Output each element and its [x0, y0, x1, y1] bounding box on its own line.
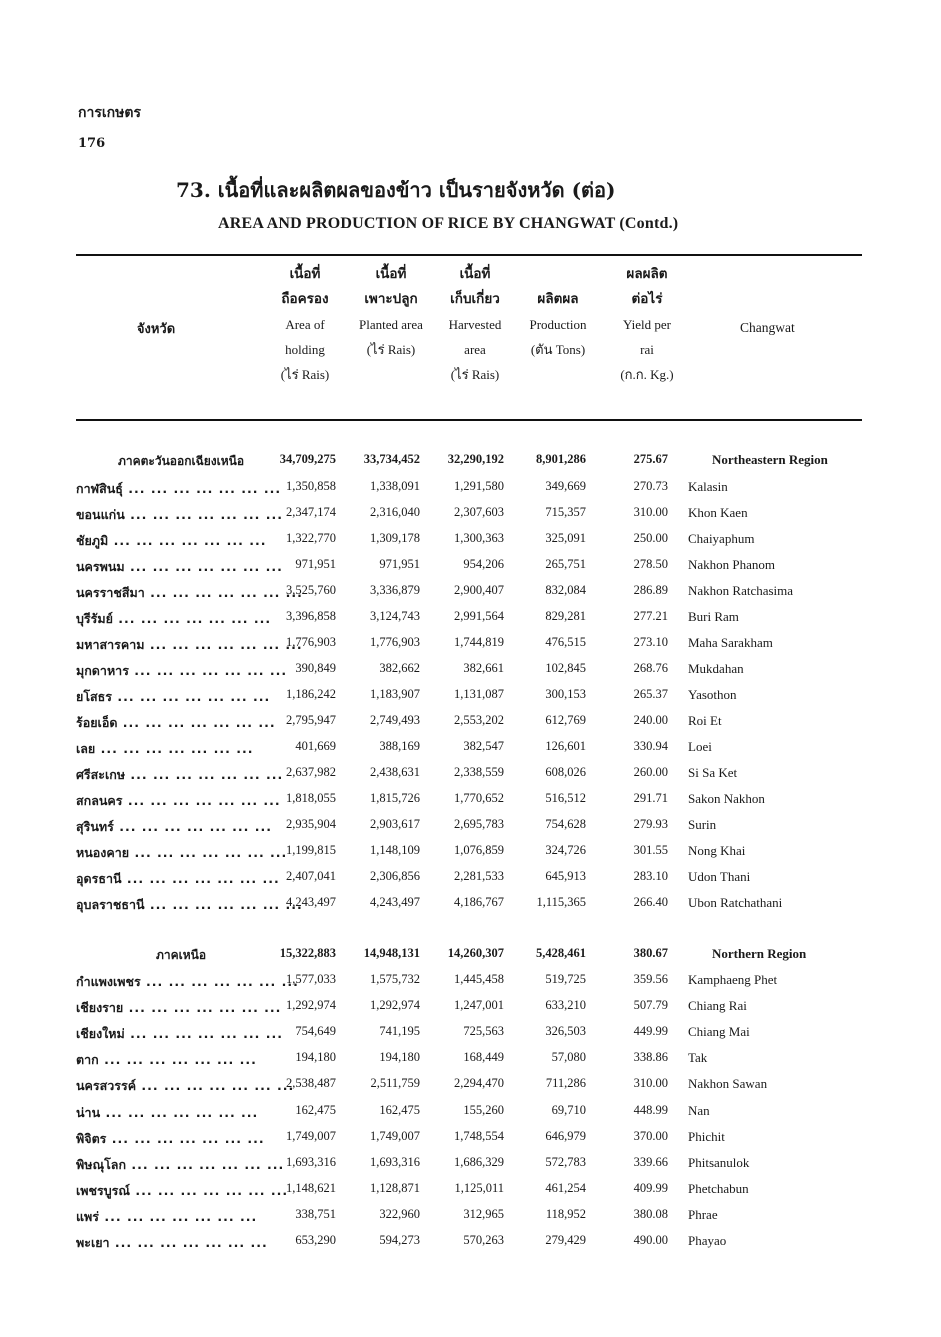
cell-yield: 291.71: [633, 791, 668, 805]
table-row: [76, 1024, 862, 1050]
cell-production: 829,281: [545, 609, 586, 623]
cell-holding: 2,407,041: [286, 869, 336, 883]
cell-holding: 1,693,316: [286, 1154, 336, 1169]
cell-yield: 301.55: [633, 843, 668, 857]
cell-yield: 330.94: [633, 739, 668, 753]
province-name-en: Nakhon Phanom: [688, 557, 776, 572]
cell-yield: 266.40: [633, 895, 668, 909]
cell-planted: 1,183,907: [370, 687, 420, 701]
production-th2: ผลิตผล: [537, 291, 579, 307]
yield-th1: ผลผลิต: [626, 266, 668, 282]
region-production: 8,901,286: [536, 452, 586, 466]
province-name-th: ขอนแก่น ... ... ... ... ... ... ...: [76, 507, 283, 522]
region-name-th: ภาคเหนือ: [155, 948, 207, 962]
cell-planted: 382,662: [379, 661, 420, 675]
province-name-th: เลย ... ... ... ... ... ... ...: [76, 741, 254, 756]
province-name-th: ร้อยเอ็ด ... ... ... ... ... ... ...: [76, 715, 276, 730]
cell-planted: 162,475: [379, 1102, 420, 1117]
cell-harvested: 725,563: [463, 1024, 504, 1039]
table-row: [76, 791, 862, 817]
province-name-en: Yasothon: [688, 687, 737, 702]
cell-production: 476,515: [545, 635, 586, 649]
cell-harvested: 382,661: [463, 661, 504, 675]
province-name-th: มุกดาหาร ... ... ... ... ... ... ...: [76, 663, 288, 678]
cell-harvested: 1,076,859: [454, 843, 504, 857]
province-name-th: พิจิตร ... ... ... ... ... ... ...: [76, 1130, 265, 1146]
cell-production: 265,751: [545, 557, 586, 571]
region-harvested: 32,290,192: [447, 452, 504, 466]
cell-planted: 194,180: [379, 1050, 420, 1065]
province-name-en: Nong Khai: [688, 843, 746, 858]
table-row: [76, 661, 862, 687]
cell-holding: 2,538,487: [286, 1076, 336, 1091]
province-name-th: ตาก ... ... ... ... ... ... ...: [76, 1052, 257, 1068]
cell-holding: 401,669: [295, 739, 336, 753]
province-name-en: Nakhon Sawan: [688, 1076, 768, 1092]
table-row: [76, 1233, 862, 1259]
table-row: [76, 972, 862, 998]
cell-harvested: 2,281,533: [454, 869, 504, 883]
cell-production: 754,628: [545, 817, 586, 831]
province-name-en: Chaiyaphum: [688, 531, 755, 546]
province-name-en: Buri Ram: [688, 609, 739, 624]
province-name-th: ชัยภูมิ ... ... ... ... ... ... ...: [76, 533, 267, 548]
table-row: [76, 1129, 862, 1155]
province-name-th: นครพนม ... ... ... ... ... ... ...: [76, 559, 283, 574]
harvested-th1: เนื้อที่: [459, 266, 491, 282]
province-name-th: สกลนคร ... ... ... ... ... ... ...: [76, 793, 281, 808]
holding-th2: ถือครอง: [281, 291, 329, 307]
region-planted: 14,948,131: [363, 946, 420, 960]
cell-yield: 507.79: [633, 998, 668, 1013]
province-name-th: อุดรธานี ... ... ... ... ... ... ...: [76, 871, 280, 886]
cell-holding: 3,525,760: [286, 583, 336, 597]
cell-planted: 2,316,040: [370, 505, 420, 519]
page-header-category: การเกษตร: [78, 105, 141, 121]
cell-holding: 2,347,174: [286, 505, 336, 519]
cell-holding: 2,795,947: [286, 713, 336, 727]
cell-yield: 283.10: [633, 869, 668, 883]
cell-yield: 359.56: [633, 972, 668, 986]
cell-yield: 268.76: [633, 661, 668, 675]
cell-planted: 388,169: [379, 739, 420, 753]
cell-yield: 310.00: [633, 505, 668, 519]
region-production: 5,428,461: [536, 946, 586, 960]
cell-yield: 338.86: [633, 1050, 668, 1065]
table-row: [76, 583, 862, 609]
cell-planted: 1,148,109: [370, 843, 420, 857]
cell-planted: 3,336,879: [370, 583, 420, 597]
province-name-en: Udon Thani: [688, 869, 751, 884]
region-yield: 380.67: [633, 946, 668, 960]
cell-production: 633,210: [545, 998, 586, 1013]
cell-harvested: 4,186,767: [454, 895, 504, 909]
table-row: [76, 765, 862, 791]
holding-unit: (ไร่ Rais): [280, 367, 330, 382]
cell-holding: 1,322,770: [286, 531, 336, 545]
cell-harvested: 382,547: [463, 739, 504, 753]
cell-planted: 2,749,493: [370, 713, 420, 727]
table-row: [76, 1050, 862, 1076]
cell-production: 126,601: [545, 739, 586, 753]
cell-planted: 1,815,726: [370, 791, 420, 805]
cell-planted: 2,511,759: [370, 1076, 420, 1091]
cell-holding: 1,776,903: [286, 635, 336, 649]
cell-yield: 449.99: [633, 1024, 668, 1039]
cell-holding: 653,290: [295, 1233, 336, 1247]
province-name-en: Si Sa Ket: [688, 765, 738, 780]
province-name-en: Nan: [688, 1102, 710, 1118]
cell-production: 349,669: [545, 479, 586, 493]
cell-holding: 1,577,033: [286, 972, 336, 986]
cell-yield: 260.00: [633, 765, 668, 779]
province-name-en: Ubon Ratchathani: [688, 895, 783, 910]
cell-holding: 971,951: [295, 557, 336, 571]
table-row: [76, 505, 862, 531]
cell-planted: 594,273: [379, 1233, 420, 1247]
cell-production: 572,783: [545, 1154, 586, 1169]
holding-en2: holding: [285, 342, 325, 357]
region-holding: 15,322,883: [279, 946, 336, 960]
cell-yield: 380.08: [633, 1206, 668, 1221]
cell-planted: 971,951: [379, 557, 420, 571]
province-name-th: บุรีรัมย์ ... ... ... ... ... ... ...: [76, 611, 272, 626]
cell-harvested: 2,338,559: [454, 765, 504, 779]
province-name-en: Kalasin: [688, 479, 728, 494]
cell-planted: 1,338,091: [370, 479, 420, 493]
cell-harvested: 1,770,652: [454, 791, 504, 805]
cell-holding: 1,350,858: [286, 479, 336, 493]
cell-harvested: 1,247,001: [454, 998, 504, 1013]
harvested-en1: Harvested: [448, 317, 502, 332]
region-name-th: ภาคตะวันออกเฉียงเหนือ: [117, 454, 245, 468]
yield-en2: rai: [640, 342, 654, 357]
cell-harvested: 2,695,783: [454, 817, 504, 831]
province-name-th: นครราชสีมา ... ... ... ... ... ... ...: [76, 585, 303, 600]
cell-production: 102,845: [545, 661, 586, 675]
province-name-th: ศรีสะเกษ ... ... ... ... ... ... ...: [76, 767, 284, 782]
column-header-production: [514, 287, 602, 362]
table-row: [76, 479, 862, 505]
region-harvested: 14,260,307: [447, 946, 504, 960]
table-row: [76, 1181, 862, 1207]
region-name-en: Northern Region: [712, 946, 807, 961]
column-header-province-th: จังหวัด: [136, 322, 176, 337]
cell-production: 516,512: [545, 791, 586, 805]
table-row: [76, 739, 862, 765]
cell-planted: 1,749,007: [370, 1128, 420, 1143]
province-name-en: Phayao: [688, 1233, 727, 1248]
cell-production: 711,286: [545, 1076, 586, 1091]
page-number: 176: [78, 136, 106, 151]
cell-harvested: 1,445,458: [454, 972, 504, 986]
province-name-en: Sakon Nakhon: [688, 791, 765, 806]
yield-unit: (ก.ก. Kg.): [620, 367, 674, 382]
harvested-unit: (ไร่ Rais): [450, 367, 500, 382]
province-name-en: Surin: [688, 817, 717, 832]
table-row: [76, 895, 862, 921]
cell-production: 57,080: [551, 1050, 586, 1065]
cell-harvested: 2,294,470: [454, 1076, 504, 1091]
table-row: [76, 687, 862, 713]
cell-yield: 277.21: [633, 609, 668, 623]
cell-yield: 370.00: [633, 1128, 668, 1143]
cell-holding: 194,180: [295, 1050, 336, 1065]
cell-production: 118,952: [545, 1206, 586, 1221]
table-row: [76, 557, 862, 583]
cell-holding: 2,637,982: [286, 765, 336, 779]
harvested-en2: area: [464, 342, 486, 357]
harvested-th2: เก็บเกี่ยว: [450, 291, 500, 307]
cell-harvested: 1,300,363: [454, 531, 504, 545]
cell-production: 1,115,365: [536, 895, 586, 909]
cell-harvested: 1,131,087: [454, 687, 504, 701]
cell-planted: 2,438,631: [370, 765, 420, 779]
province-name-th: พะเยา ... ... ... ... ... ... ...: [76, 1235, 268, 1250]
cell-harvested: 168,449: [463, 1050, 504, 1065]
table-row: [76, 531, 862, 557]
cell-holding: 1,199,815: [286, 843, 336, 857]
yield-en1: Yield per: [622, 317, 671, 332]
table-title-thai: 73. เนื้อที่และผลิตผลของข้าว เป็นรายจังหวัด (ต่อ): [176, 178, 616, 202]
province-name-en: Roi Et: [688, 713, 722, 728]
province-name-th: อุบลราชธานี ... ... ... ... ... ... ...: [76, 897, 303, 912]
cell-planted: 1,128,871: [370, 1180, 420, 1195]
cell-production: 69,710: [551, 1102, 586, 1117]
table-row: [76, 1155, 862, 1181]
header-bottom-rule: [76, 419, 862, 421]
cell-planted: 1,693,316: [370, 1154, 420, 1169]
province-name-en: Phrae: [688, 1206, 718, 1222]
cell-yield: 265.37: [633, 687, 668, 701]
cell-harvested: 1,686,329: [454, 1154, 504, 1169]
province-name-th: น่าน ... ... ... ... ... ... ...: [76, 1104, 259, 1120]
cell-holding: 754,649: [295, 1024, 336, 1039]
cell-harvested: 1,125,011: [454, 1180, 504, 1195]
province-name-en: Phitsanulok: [688, 1154, 750, 1170]
cell-harvested: 1,748,554: [454, 1128, 504, 1143]
region-total-row: [76, 452, 862, 478]
planted-en1: Planted area: [359, 317, 423, 332]
table-row: [76, 609, 862, 635]
holding-th1: เนื้อที่: [289, 266, 321, 282]
planted-th2: เพาะปลูก: [364, 291, 418, 307]
province-name-th: กาฬสินธุ์ ... ... ... ... ... ... ...: [76, 481, 282, 496]
region-yield: 275.67: [633, 452, 668, 466]
province-name-th: เพชรบูรณ์ ... ... ... ... ... ... ...: [76, 1182, 289, 1198]
province-name-th: แพร่ ... ... ... ... ... ... ...: [76, 1208, 258, 1224]
cell-production: 519,725: [545, 972, 586, 986]
cell-planted: 2,306,856: [370, 869, 420, 883]
cell-harvested: 954,206: [463, 557, 504, 571]
cell-planted: 1,575,732: [370, 972, 420, 986]
cell-planted: 1,309,178: [370, 531, 420, 545]
cell-holding: 338,751: [295, 1206, 336, 1221]
cell-production: 326,503: [545, 1024, 586, 1039]
cell-holding: 4,243,497: [286, 895, 336, 909]
table-row: [76, 635, 862, 661]
province-name-en: Phetchabun: [688, 1180, 749, 1196]
province-name-en: Chiang Rai: [688, 998, 747, 1014]
cell-production: 715,357: [545, 505, 586, 519]
cell-harvested: 1,744,819: [454, 635, 504, 649]
cell-yield: 240.00: [633, 713, 668, 727]
province-name-th: สุรินทร์ ... ... ... ... ... ... ...: [76, 819, 273, 834]
province-name-th: เชียงราย ... ... ... ... ... ... ...: [76, 1000, 282, 1016]
cell-planted: 1,292,974: [370, 998, 420, 1013]
cell-production: 324,726: [545, 843, 586, 857]
province-name-en: Tak: [688, 1050, 708, 1066]
cell-production: 645,913: [545, 869, 586, 883]
cell-holding: 1,186,242: [286, 687, 336, 701]
top-rule: [76, 254, 862, 256]
column-header-yield: [604, 262, 690, 387]
planted-th1: เนื้อที่: [375, 266, 407, 282]
table-row: [76, 843, 862, 869]
province-name-th: เชียงใหม่ ... ... ... ... ... ... ...: [76, 1026, 283, 1042]
province-name-en: Nakhon Ratchasima: [688, 583, 794, 598]
province-name-th: ยโสธร ... ... ... ... ... ... ...: [76, 689, 271, 704]
cell-holding: 1,292,974: [286, 998, 336, 1013]
cell-holding: 390,849: [295, 661, 336, 675]
province-name-en: Chiang Mai: [688, 1024, 750, 1040]
cell-yield: 286.89: [633, 583, 668, 597]
yield-th2: ต่อไร่: [631, 291, 663, 307]
table-row: [76, 1103, 862, 1129]
cell-production: 300,153: [545, 687, 586, 701]
cell-yield: 448.99: [633, 1102, 668, 1117]
cell-planted: 741,195: [379, 1024, 420, 1039]
cell-harvested: 2,307,603: [454, 505, 504, 519]
province-name-en: Maha Sarakham: [688, 635, 773, 650]
cell-holding: 3,396,858: [286, 609, 336, 623]
province-name-en: Mukdahan: [688, 661, 744, 676]
holding-en1: Area of: [285, 317, 325, 332]
cell-planted: 3,124,743: [370, 609, 420, 623]
cell-holding: 1,148,621: [286, 1180, 336, 1195]
cell-holding: 162,475: [295, 1102, 336, 1117]
cell-yield: 339.66: [633, 1154, 668, 1169]
cell-yield: 409.99: [633, 1180, 668, 1195]
cell-yield: 270.73: [633, 479, 668, 493]
table-row: [76, 817, 862, 843]
column-header-planted: [348, 262, 434, 362]
cell-harvested: 155,260: [463, 1102, 504, 1117]
cell-production: 612,769: [545, 713, 586, 727]
column-header-holding: [262, 262, 348, 387]
table-row: [76, 998, 862, 1024]
cell-production: 279,429: [545, 1233, 586, 1247]
cell-yield: 490.00: [633, 1233, 668, 1247]
province-name-en: Khon Kaen: [688, 505, 748, 520]
cell-yield: 279.93: [633, 817, 668, 831]
cell-holding: 2,935,904: [286, 817, 336, 831]
province-name-en: Kamphaeng Phet: [688, 972, 778, 987]
cell-planted: 322,960: [379, 1206, 420, 1221]
province-name-th: มหาสารคาม ... ... ... ... ... ... ...: [76, 637, 303, 652]
cell-planted: 4,243,497: [370, 895, 420, 909]
province-name-en: Loei: [688, 739, 712, 754]
production-en1: Production: [529, 317, 587, 332]
production-unit: (ตัน Tons): [530, 342, 586, 357]
cell-harvested: 2,553,202: [454, 713, 504, 727]
cell-planted: 1,776,903: [370, 635, 420, 649]
cell-harvested: 2,900,407: [454, 583, 504, 597]
province-name-th: กำแพงเพชร ... ... ... ... ... ... ...: [76, 974, 299, 989]
province-name-th: หนองคาย ... ... ... ... ... ... ...: [76, 845, 288, 860]
cell-yield: 278.50: [633, 557, 668, 571]
region-planted: 33,734,452: [363, 452, 420, 466]
planted-unit: (ไร่ Rais): [366, 342, 416, 357]
table-row: [76, 869, 862, 895]
table-title-english: AREA AND PRODUCTION OF RICE BY CHANGWAT (Contd.): [218, 215, 679, 232]
cell-planted: 2,903,617: [370, 817, 420, 831]
cell-production: 325,091: [545, 531, 586, 545]
province-name-th: นครสวรรค์ ... ... ... ... ... ... ...: [76, 1078, 295, 1094]
cell-harvested: 2,991,564: [454, 609, 504, 623]
cell-production: 832,084: [545, 583, 586, 597]
cell-production: 461,254: [545, 1180, 586, 1195]
region-name-en: Northeastern Region: [712, 452, 828, 467]
cell-yield: 250.00: [633, 531, 668, 545]
province-name-th: พิษณุโลก ... ... ... ... ... ... ...: [76, 1156, 285, 1172]
cell-production: 646,979: [545, 1128, 586, 1143]
cell-harvested: 1,291,580: [454, 479, 504, 493]
cell-holding: 1,818,055: [286, 791, 336, 805]
column-header-changwat-en: Changwat: [740, 320, 795, 335]
cell-holding: 1,749,007: [286, 1128, 336, 1143]
region-holding: 34,709,275: [279, 452, 336, 466]
cell-production: 608,026: [545, 765, 586, 779]
table-row: [76, 1207, 862, 1233]
cell-yield: 273.10: [633, 635, 668, 649]
cell-harvested: 312,965: [463, 1206, 504, 1221]
table-row: [76, 713, 862, 739]
cell-yield: 310.00: [633, 1076, 668, 1091]
cell-harvested: 570,263: [463, 1233, 504, 1247]
region-total-row: [76, 946, 862, 972]
table-row: [76, 1076, 862, 1102]
column-header-harvested: [432, 262, 518, 387]
province-name-en: Phichit: [688, 1128, 725, 1144]
